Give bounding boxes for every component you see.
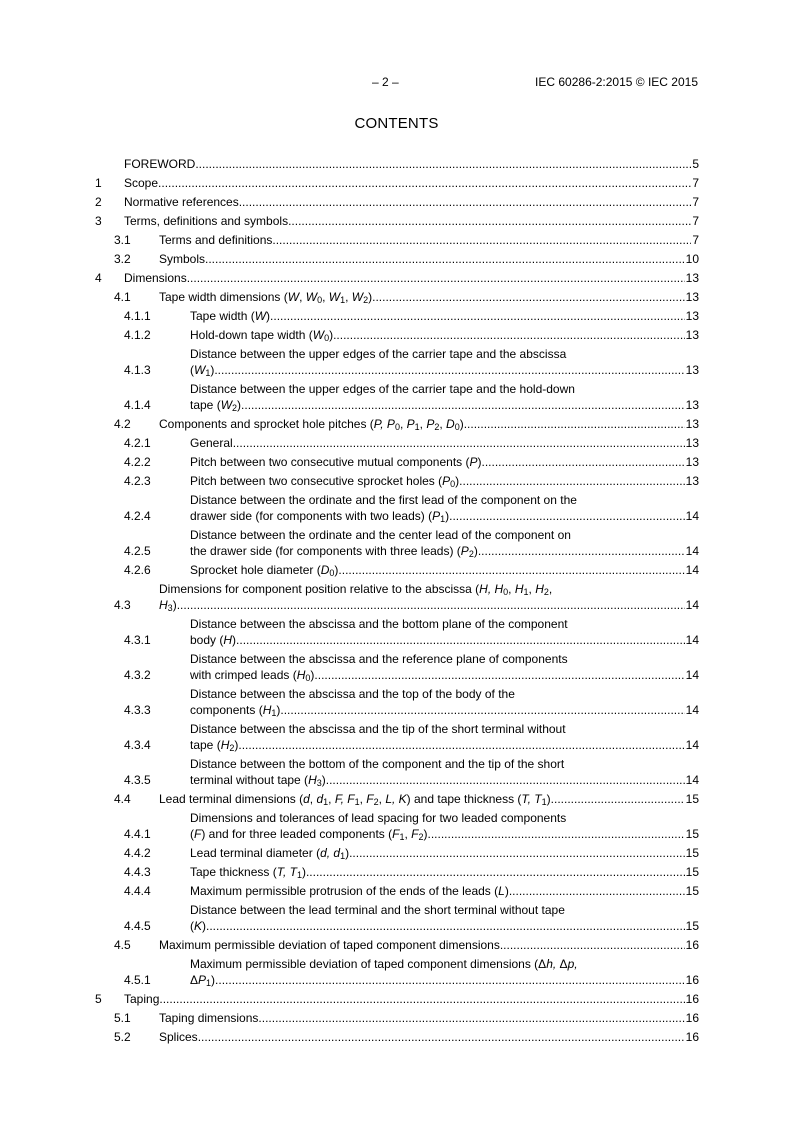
toc-entry-title: Lead terminal diameter (d, $d_1$) .....	[190, 845, 685, 861]
dot-leader	[509, 883, 685, 899]
dot-leader	[372, 289, 685, 305]
dot-leader	[159, 991, 684, 1007]
toc-entry-page: 15	[685, 827, 699, 841]
table-of-contents	[95, 156, 699, 1048]
toc-entry-page: 14	[685, 633, 699, 647]
toc-entry[interactable]	[95, 346, 699, 378]
dot-leader	[500, 937, 685, 953]
dot-leader	[338, 562, 684, 578]
dot-leader	[478, 543, 685, 559]
toc-entry-title: Hold-down tape width $(W_0)$ .....	[190, 327, 685, 343]
toc-entry-number: 3	[95, 214, 102, 228]
toc-entry-page: 14	[685, 668, 699, 682]
toc-entry-number: 2	[95, 195, 102, 209]
toc-entry-number: 5	[95, 992, 102, 1006]
dot-leader	[198, 1029, 685, 1045]
toc-entry[interactable]	[95, 756, 699, 788]
toc-entry-number: 4.1.4	[124, 398, 151, 412]
toc-entry-page: 15	[685, 846, 699, 860]
toc-entry-title: FOREWORD .....	[124, 156, 691, 172]
dot-leader	[270, 308, 685, 324]
toc-entry-number: 3.2	[114, 252, 131, 266]
toc-entry-title: Terms, definitions and symbols .....	[124, 213, 691, 229]
toc-entry-number: 4.3.4	[124, 738, 151, 752]
toc-entry[interactable]	[95, 864, 699, 880]
standard-reference: IEC 60286-2:2015 © IEC 2015	[535, 75, 698, 89]
toc-entry[interactable]	[95, 1029, 699, 1045]
toc-entry-page: 16	[685, 1011, 699, 1025]
toc-entry-title: Components and sprocket hole pitches (P, $P_0$, $P_1$, $P_2$, $D_0$) .....	[159, 416, 685, 432]
toc-entry-title: Scope .....	[124, 175, 691, 191]
toc-entry[interactable]	[95, 1010, 699, 1026]
toc-entry-page: 15	[685, 884, 699, 898]
dot-leader	[214, 362, 684, 378]
toc-entry-number: 4.2	[114, 417, 131, 431]
toc-entry-number: 4.5.1	[124, 973, 151, 987]
toc-entry-page: 15	[685, 919, 699, 933]
toc-entry[interactable]	[95, 991, 699, 1007]
toc-entry-page: 14	[685, 544, 699, 558]
toc-entry-title: Dimensions .....	[124, 270, 685, 286]
toc-entry-title: Lead terminal dimensions (d, $d_1$, F, $F_1$, $F_2$, L, K) and tape thickness (T, $T_1$) .....	[159, 791, 685, 807]
toc-entry-number: 4.4.2	[124, 846, 151, 860]
toc-entry-number: 4.1	[114, 290, 131, 304]
toc-entry-title: Dimensions and tolerances of lead spacing for two leaded components (F) and for three leaded components ($F_1$, $F_2$) .....	[190, 810, 685, 842]
toc-entry-number: 5.1	[114, 1011, 131, 1025]
page-number: – 2 –	[372, 75, 399, 89]
toc-entry-number: 1	[95, 176, 102, 190]
dot-leader	[280, 702, 684, 718]
dot-leader	[158, 175, 691, 191]
toc-entry-number: 4.1.3	[124, 363, 151, 377]
toc-entry-page: 14	[685, 598, 699, 612]
toc-entry-title: Tape width (W) .....	[190, 308, 685, 324]
toc-entry-title: Distance between the upper edges of the carrier tape and the hold-down tape $(W_2)$ .....	[190, 381, 685, 413]
toc-entry-page: 7	[692, 214, 699, 228]
toc-entry-page: 14	[685, 509, 699, 523]
toc-entry-page: 7	[692, 176, 699, 190]
toc-entry[interactable]	[95, 454, 699, 470]
dot-leader	[449, 508, 685, 524]
toc-entry-page: 14	[685, 738, 699, 752]
toc-entry-page: 14	[685, 703, 699, 717]
toc-entry[interactable]	[95, 581, 699, 613]
toc-entry-page: 10	[685, 252, 699, 266]
toc-entry-page: 13	[685, 363, 699, 377]
toc-entry-title: Distance between the bottom of the component and the tip of the short terminal without tape $(H_3)$ .....	[190, 756, 685, 788]
toc-entry-page: 13	[685, 328, 699, 342]
toc-entry-page: 16	[685, 992, 699, 1006]
dot-leader	[326, 772, 685, 788]
toc-entry[interactable]	[95, 435, 699, 451]
toc-entry[interactable]	[95, 937, 699, 953]
dot-leader	[258, 1010, 684, 1026]
toc-entry-title: Splices .....	[159, 1029, 685, 1045]
toc-entry-page: 15	[685, 865, 699, 879]
toc-entry-number: 4	[95, 271, 102, 285]
toc-entry-number: 4.4	[114, 792, 131, 806]
dot-leader	[236, 632, 685, 648]
toc-entry-page: 5	[692, 157, 699, 171]
toc-entry-title: Taping dimensions .....	[159, 1010, 685, 1026]
toc-entry-number: 5.2	[114, 1030, 131, 1044]
toc-entry[interactable]	[95, 562, 699, 578]
toc-entry-title: Sprocket hole diameter $(D_0)$ .....	[190, 562, 685, 578]
toc-entry-title: Distance between the abscissa and the reference plane of components with crimped leads $(H_0)$ .....	[190, 651, 685, 683]
toc-entry-page: 14	[685, 563, 699, 577]
dot-leader	[205, 251, 685, 267]
toc-entry[interactable]	[95, 721, 699, 753]
dot-leader	[349, 845, 685, 861]
toc-entry-number: 4.3.3	[124, 703, 151, 717]
toc-entry-number: 4.2.6	[124, 563, 151, 577]
page-title: CONTENTS	[354, 115, 439, 132]
toc-entry[interactable]	[95, 289, 699, 305]
toc-entry-title: Symbols .....	[159, 251, 685, 267]
toc-entry-number: 4.4.5	[124, 919, 151, 933]
toc-entry-title: Distance between the lead terminal and the short terminal without tape (K) .....	[190, 902, 685, 934]
toc-entry-title: Distance between the upper edges of the carrier tape and the abscissa $(W_1)$ .....	[190, 346, 685, 378]
dot-leader	[482, 454, 685, 470]
toc-entry-page: 13	[685, 417, 699, 431]
toc-entry-number: 4.4.4	[124, 884, 151, 898]
toc-entry-page: 13	[685, 474, 699, 488]
toc-entry-title: Terms and definitions .....	[159, 232, 691, 248]
toc-entry-number: 4.2.5	[124, 544, 151, 558]
toc-entry-page: 7	[692, 195, 699, 209]
toc-entry-title: Pitch between two consecutive mutual components (P) .....	[190, 454, 685, 470]
toc-entry-page: 13	[685, 398, 699, 412]
toc-entry-title: Maximum permissible deviation of taped component dimensions (Δh, Δp, $\Delta P_1$) .....	[190, 956, 685, 988]
toc-entry-page: 16	[685, 973, 699, 987]
toc-entry-page: 16	[685, 938, 699, 952]
dot-leader	[551, 791, 685, 807]
toc-entry[interactable]	[95, 956, 699, 988]
toc-entry-number: 4.2.2	[124, 455, 151, 469]
toc-entry[interactable]	[95, 810, 699, 842]
toc-entry-title: Tape thickness (T, $T_1$) .....	[190, 864, 685, 880]
toc-entry[interactable]	[95, 251, 699, 267]
toc-entry-title: Distance between the abscissa and the bottom plane of the component body (H) .....	[190, 616, 685, 648]
dot-leader	[238, 737, 684, 753]
toc-entry-number: 4.4.3	[124, 865, 151, 879]
toc-entry-title: Distance between the ordinate and the center lead of the component on the drawer side (for components with three leads) $(P_2)$ .....	[190, 527, 685, 559]
dot-leader	[215, 972, 685, 988]
toc-entry[interactable]	[95, 651, 699, 683]
toc-entry-title: Pitch between two consecutive sprocket holes $(P_0)$ .....	[190, 473, 685, 489]
toc-entry[interactable]	[95, 473, 699, 489]
toc-entry[interactable]	[95, 327, 699, 343]
toc-entry-title: Normative references .....	[124, 194, 691, 210]
toc-entry-number: 4.1.1	[124, 309, 151, 323]
toc-entry-title: Distance between the abscissa and the tip of the short terminal without tape $(H_2)$ .....	[190, 721, 685, 753]
dot-leader	[464, 416, 685, 432]
toc-entry-page: 13	[685, 290, 699, 304]
toc-entry[interactable]	[95, 156, 699, 172]
dot-leader	[206, 918, 685, 934]
toc-entry-number: 4.3.5	[124, 773, 151, 787]
toc-entry-page: 13	[685, 271, 699, 285]
toc-entry[interactable]	[95, 845, 699, 861]
toc-entry-title: Taping .....	[124, 991, 685, 1007]
toc-entry-page: 13	[685, 436, 699, 450]
toc-entry-page: 14	[685, 773, 699, 787]
dot-leader	[306, 864, 685, 880]
toc-entry-title: Maximum permissible protrusion of the ends of the leads (L) .....	[190, 883, 685, 899]
toc-entry[interactable]	[95, 902, 699, 934]
dot-leader	[333, 327, 685, 343]
toc-entry-number: 4.3	[114, 598, 131, 612]
dot-leader	[241, 397, 685, 413]
toc-entry-number: 4.3.2	[124, 668, 151, 682]
toc-entry[interactable]	[95, 308, 699, 324]
dot-leader	[233, 435, 685, 451]
dot-leader	[187, 270, 685, 286]
toc-entry[interactable]	[95, 616, 699, 648]
toc-entry-page: 7	[692, 233, 699, 247]
dot-leader	[314, 667, 684, 683]
toc-entry[interactable]	[95, 492, 699, 524]
toc-entry[interactable]	[95, 686, 699, 718]
toc-entry-title: Dimensions for component position relative to the abscissa (H, $H_0$, $H_1$, $H_2$, $H_3$) .....	[159, 581, 685, 613]
dot-leader	[288, 213, 691, 229]
toc-entry-number: 4.2.4	[124, 509, 151, 523]
toc-entry[interactable]	[95, 791, 699, 807]
dot-leader	[428, 826, 685, 842]
toc-entry-number: 4.5	[114, 938, 131, 952]
toc-entry-title: General .....	[190, 435, 685, 451]
dot-leader	[177, 597, 685, 613]
toc-entry[interactable]	[95, 381, 699, 413]
dot-leader	[459, 473, 684, 489]
toc-entry-page: 13	[685, 309, 699, 323]
toc-entry-page: 16	[685, 1030, 699, 1044]
toc-entry[interactable]	[95, 883, 699, 899]
toc-entry-page: 13	[685, 455, 699, 469]
toc-entry-number: 4.2.1	[124, 436, 151, 450]
dot-leader	[239, 194, 692, 210]
toc-entry-number: 4.2.3	[124, 474, 151, 488]
toc-entry[interactable]	[95, 175, 699, 191]
toc-entry-title: Distance between the abscissa and the top of the body of the components $(H_1)$ .....	[190, 686, 685, 718]
toc-entry-page: 15	[685, 792, 699, 806]
toc-entry[interactable]	[95, 270, 699, 286]
toc-entry[interactable]	[95, 527, 699, 559]
toc-entry[interactable]	[95, 232, 699, 248]
toc-entry-number: 4.1.2	[124, 328, 151, 342]
toc-entry-number: 4.4.1	[124, 827, 151, 841]
toc-entry[interactable]	[95, 416, 699, 432]
dot-leader	[195, 156, 691, 172]
toc-entry-number: 4.3.1	[124, 633, 151, 647]
toc-entry-number: 3.1	[114, 233, 131, 247]
toc-entry-title: Distance between the ordinate and the first lead of the component on the drawer side (for components with two leads) $(P_1)$ .....	[190, 492, 685, 524]
dot-leader	[272, 232, 691, 248]
toc-entry-title: Tape width dimensions (W, $W_0$, $W_1$, $W_2$) .....	[159, 289, 685, 305]
toc-entry[interactable]	[95, 194, 699, 210]
toc-entry-title: Maximum permissible deviation of taped component dimensions .....	[159, 937, 685, 953]
toc-entry[interactable]	[95, 213, 699, 229]
